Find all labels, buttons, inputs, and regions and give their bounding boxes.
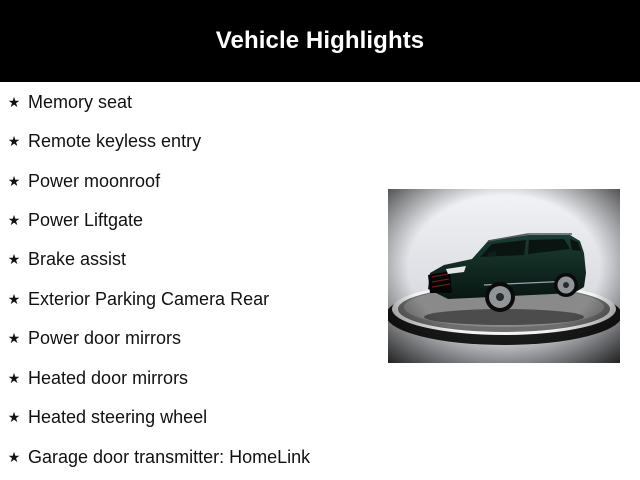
feature-label: Exterior Parking Camera Rear: [28, 288, 270, 309]
feature-item: [0, 323, 181, 353]
feature-label: Brake assist: [28, 248, 127, 269]
star-icon: ★: [7, 211, 21, 228]
star-icon: ★: [7, 369, 21, 386]
star-icon: ★: [7, 93, 21, 110]
feature-item: [0, 166, 160, 196]
feature-label: Heated door mirrors: [28, 367, 189, 388]
feature-label: Remote keyless entry: [28, 130, 202, 151]
feature-item: [0, 442, 310, 472]
feature-label: Power moonroof: [28, 170, 161, 191]
feature-label: Heated steering wheel: [28, 406, 208, 427]
page-title: Vehicle Highlights: [215, 27, 425, 54]
vehicle-illustration: [388, 189, 620, 363]
feature-label: Power Liftgate: [28, 209, 144, 230]
feature-item: [0, 244, 126, 274]
feature-label: Garage door transmitter: HomeLink: [28, 446, 311, 467]
header-bar: [0, 0, 640, 82]
star-icon: ★: [7, 172, 21, 189]
feature-item: [0, 87, 132, 117]
feature-item: [0, 126, 201, 156]
star-icon: ★: [7, 250, 21, 267]
star-icon: ★: [7, 290, 21, 307]
star-icon: ★: [7, 448, 21, 465]
star-icon: ★: [7, 329, 21, 346]
feature-item: [0, 205, 143, 235]
star-icon: ★: [7, 132, 21, 149]
feature-label: Power door mirrors: [28, 327, 182, 348]
feature-item: [0, 402, 207, 432]
star-icon: ★: [7, 408, 21, 425]
feature-item: [0, 284, 269, 314]
vehicle-photo: [388, 189, 620, 363]
feature-item: [0, 363, 188, 393]
feature-label: Memory seat: [28, 91, 133, 112]
